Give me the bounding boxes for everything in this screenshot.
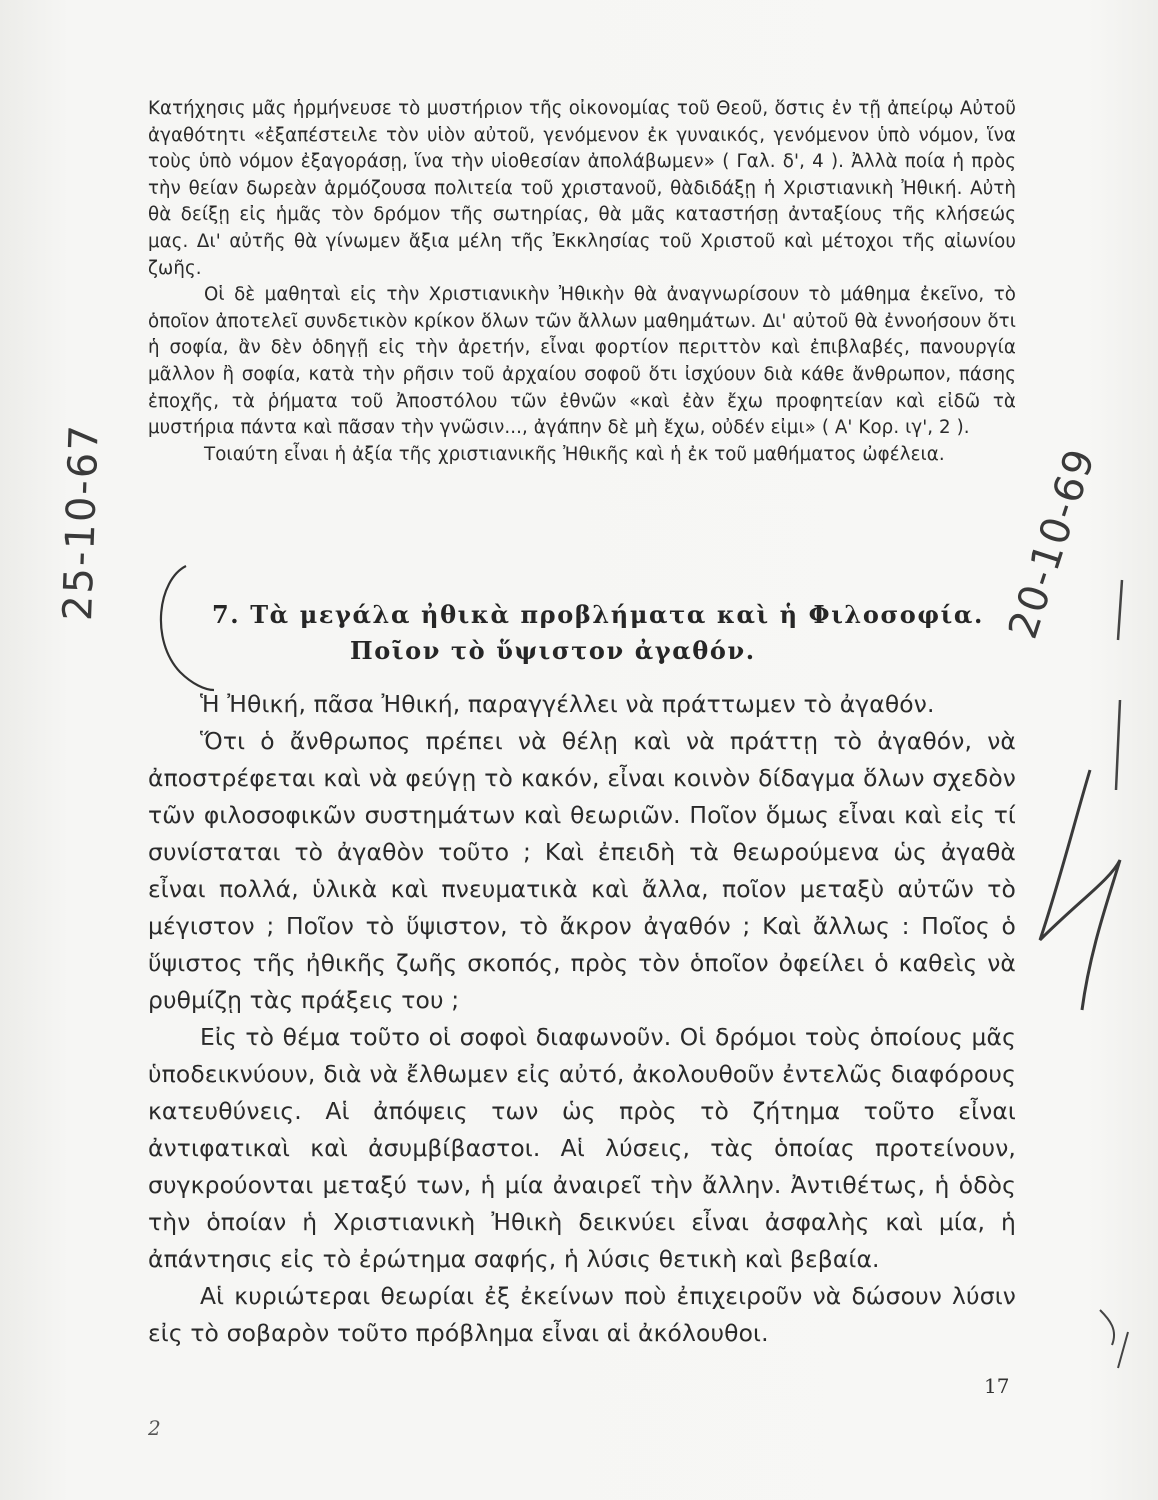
margin-line-icon: [1116, 580, 1122, 790]
body-paragraph-3: Εἰς τὸ θέμα τοῦτο οἱ σοφοὶ διαφωνοῦν. Οἱ δρόμοι τοὺς ὁποίους μᾶς ὑποδεικνύουν, διὰ νὰ ἔλθωμεν εἰς αὐτό, ἀκολουθοῦν ἐντελῶς διαφόρους κατευθύνεις. Αἱ ἀπόψεις των ὡς πρὸς τὸ ζήτημα τοῦτο εἶναι ἀντιφατικαὶ καὶ ἀσυμβίβαστοι. Αἱ λύσεις, τὰς ὁποίας προτείνουν, συγκρούονται μεταξύ των, ἡ μία ἀναιρεῖ τὴν ἄλλην. Ἀντιθέτως, ἡ ὁδὸς τὴν ὁποίαν ἡ Χριστιανικὴ Ἠθικὴ δεικνύει εἶναι ἀσφαλὴς καὶ μία, ἡ ἀπάντησις εἰς τὸ ἐρώτημα σαφής, ἡ λύσις θετικὴ καὶ βεβαία.: [148, 1023, 1016, 1273]
heading-line-1: 7. Τὰ μεγάλα ἠθικὰ προβλήματα καὶ ἡ Φιλοσοφία.: [212, 600, 984, 629]
intro-paragraph-3: Τοιαύτη εἶναι ἡ ἀξία τῆς χριστιανικῆς Ἠθικῆς καὶ ἡ ἐκ τοῦ μαθήματος ὠφέλεια.: [204, 443, 945, 465]
signature-mark: 2: [148, 1416, 161, 1440]
body-paragraph-1: Ἡ Ἠθική, πᾶσα Ἠθική, παραγγέλλει νὰ πράττωμεν τὸ ἀγαθόν.: [200, 690, 935, 718]
handwritten-date-left: 25-10-67: [55, 422, 108, 622]
heading-line-2: Ποῖον τὸ ὕψιστον ἀγαθόν.: [350, 636, 756, 665]
scribble-mark-icon: [1040, 770, 1120, 1010]
margin-tick-icon: [1100, 1310, 1128, 1368]
handwritten-date-right: 20-10-69: [1000, 442, 1105, 645]
circle-mark-icon: [161, 566, 214, 690]
body-paragraph-2: Ὅτι ὁ ἄνθρωπος πρέπει νὰ θέλῃ καὶ νὰ πράττῃ τὸ ἀγαθόν, νὰ ἀποστρέφεται καὶ νὰ φεύγῃ τὸ κακόν, εἶναι κοινὸν δίδαγμα ὅλων σχεδὸν τῶν φιλοσοφικῶν συστημάτων καὶ θεωριῶν. Ποῖον ὅμως εἶναι καὶ εἰς τί συνίσταται τὸ ἀγαθὸν τοῦτο ; Καὶ ἐπειδὴ τὰ θεωρούμενα ὡς ἀγαθὰ εἶναι πολλά, ὑλικὰ καὶ πνευματικὰ καὶ ἄλλα, ποῖον μεταξὺ αὐτῶν τὸ μέγιστον ; Ποῖον τὸ ὕψιστον, τὸ ἄκρον ἀγαθόν ; Καὶ ἄλλως : Ποῖος ὁ ὕψιστος τῆς ἠθικῆς ζωῆς σκοπός, πρὸς τὸν ὁποῖον ὀφείλει ὁ καθεὶς νὰ ρυθμίζῃ τὰς πράξεις του ;: [148, 727, 1016, 1014]
body-paragraph-4: Αἱ κυριώτεραι θεωρίαι ἐξ ἐκείνων ποὺ ἐπιχειροῦν νὰ δώσουν λύσιν εἰς τὸ σοβαρὸν τοῦτο πρόβλημα εἶναι αἱ ἀκόλουθοι.: [148, 1282, 1016, 1347]
intro-paragraph-2: Οἱ δὲ μαθηταὶ εἰς τὴν Χριστιανικὴν Ἠθικὴν θὰ ἀναγνωρίσουν τὸ μάθημα ἐκεῖνο, τὸ ὁποῖον ἀποτελεῖ συνδετικὸν κρίκον ὅλων τῶν ἄλλων μαθημάτων. Δι' αὐτοῦ θὰ ἐννοήσουν ὅτι ἡ σοφία, ἂν δὲν ὁδηγῇ εἰς τὴν ἀρετήν, εἶναι φορτίον περιττὸν καὶ ἐπιβλαβές, πανουργία μᾶλλον ἢ σοφία, κατὰ τὴν ρῆσιν τοῦ ἀρχαίου σοφοῦ ὅτι ἰσχύουν διὰ κάθε ἄνθρωπον, πάσης ἐποχῆς, τὰ ῥήματα τοῦ Ἀποστόλου τῶν ἐθνῶν «καὶ ἐὰν ἔχω προφητείαν καὶ εἰδῶ τὰ μυστήρια πάντα καὶ πᾶσαν τὴν γνῶσιν..., ἀγάπην δὲ μὴ ἔχω, οὐδέν εἰμι» ( Α' Κορ. ιγ', 2 ).: [148, 284, 1016, 439]
intro-paragraph-1: Κατήχησις μᾶς ἡρμήνευσε τὸ μυστήριον τῆς οἰκονομίας τοῦ Θεοῦ, ὅστις ἐν τῇ ἀπείρῳ Αὐτοῦ ἀγαθότητι «ἐξαπέστειλε τὸν υἱὸν αὐτοῦ, γενόμενον ἐκ γυναικός, γενόμενον ὑπὸ νόμον, ἵνα τοὺς ὑπὸ νόμον ἐξαγοράσῃ, ἵνα τὴν υἱοθεσίαν ἀπολάβωμεν» ( Γαλ. δ', 4 ). Ἀλλὰ ποία ἡ πρὸς τὴν θείαν δωρεὰν ἁρμόζουσα πολιτεία τοῦ χριστανοῦ, θὰδιδάξῃ ἡ Χριστιανικὴ Ἠθική. Αὐτὴ θὰ δείξῃ εἰς ἡμᾶς τὸν δρόμον τῆς σωτηρίας, θὰ μᾶς καταστήσῃ ἀνταξίους τῆς κλήσεώς μας. Δι' αὐτῆς θὰ γίνωμεν ἄξια μέλη τῆς Ἐκκλησίας τοῦ Χριστοῦ καὶ μέτοχοι τῆς αἰωνίου ζωῆς.: [148, 98, 1016, 279]
page-number: 17: [984, 1374, 1010, 1398]
